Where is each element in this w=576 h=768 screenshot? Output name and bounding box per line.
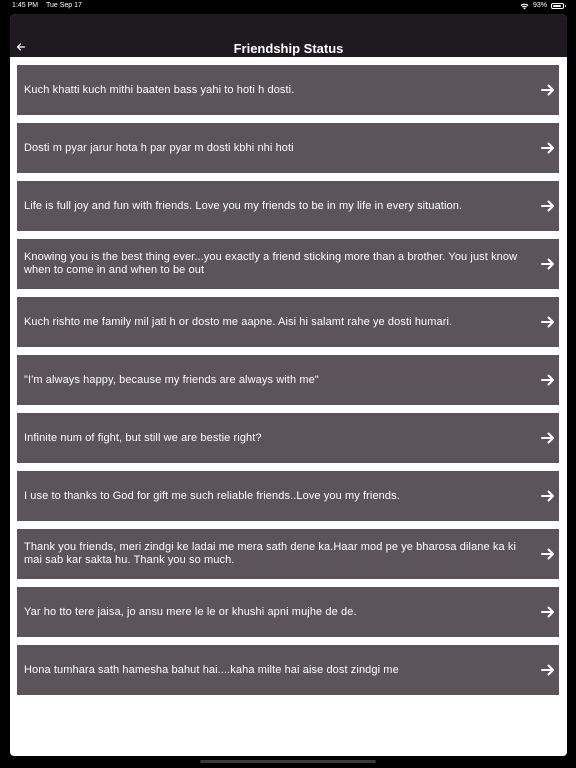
content-sheet — [10, 14, 567, 756]
home-indicator[interactable] — [200, 760, 376, 763]
list-item-10[interactable] — [17, 587, 559, 637]
arrow-right-icon — [541, 316, 555, 328]
status-bar — [0, 0, 576, 12]
arrow-right-icon — [541, 432, 555, 444]
status-indicators — [520, 0, 564, 12]
status-text: Dosti m pyar jarur hota h par pyar m dosti kbhi nhi hoti — [24, 141, 294, 154]
page-title: Friendship Status — [233, 41, 344, 56]
status-text: Infinite num of fight, but still we are bestie right? — [24, 431, 262, 444]
list-item-11[interactable] — [17, 645, 559, 695]
arrow-right-icon — [541, 258, 555, 270]
wifi-icon — [520, 3, 529, 10]
status-text: I use to thanks to God for gift me such reliable friends..Love you my friends. — [24, 489, 400, 502]
status-date: Tue Sep 17 — [46, 2, 82, 9]
list-item-3[interactable] — [17, 181, 559, 231]
arrow-right-icon — [541, 200, 555, 212]
status-text: Thank you friends, meri zindgi ke ladai me mera sath dene ka.Haar mod pe ye bharosa dilane ka ki mai sab kar sakta hu. Thank you so much. — [24, 541, 517, 566]
status-text: Knowing you is the best thing ever...you exactly a friend sticking more than a brother. You just know when to come in and when to be out — [24, 251, 518, 276]
status-list — [17, 65, 559, 703]
list-item-7[interactable] — [17, 413, 559, 463]
battery-percent: 93% — [532, 2, 547, 9]
navigation-bar — [10, 14, 567, 57]
arrow-right-icon — [541, 606, 555, 618]
status-text: "I'm always happy, because my friends are always with me" — [24, 373, 319, 386]
list-item-6[interactable] — [17, 355, 559, 405]
arrow-right-icon — [541, 142, 555, 154]
battery-fill — [553, 5, 561, 7]
list-item-4[interactable] — [17, 239, 559, 289]
status-text: Life is full joy and fun with friends. Love you my friends to be in my life in every situation. — [24, 199, 463, 212]
list-item-8[interactable] — [17, 471, 559, 521]
arrow-right-icon — [541, 84, 555, 96]
arrow-right-icon — [541, 548, 555, 560]
list-item-2[interactable] — [17, 123, 559, 173]
arrow-right-icon — [541, 664, 555, 676]
status-text: Hona tumhara sath hamesha bahut hai....kaha milte hai aise dost zindgi me — [24, 663, 399, 676]
status-text: Kuch khatti kuch mithi baaten bass yahi to hoti h dosti. — [24, 83, 295, 96]
list-item-5[interactable] — [17, 297, 559, 347]
list-item-1[interactable] — [17, 65, 559, 115]
arrow-right-icon — [541, 490, 555, 502]
list-item-9[interactable] — [17, 529, 559, 579]
arrow-right-icon — [541, 374, 555, 386]
status-text: Kuch rishto me family mil jati h or dosto me aapne. Aisi hi salamt rahe ye dosti humari. — [24, 315, 453, 328]
battery-icon — [551, 3, 564, 9]
status-text: Yar ho tto tere jaisa, jo ansu mere le le or khushi apni mujhe de de. — [24, 605, 357, 618]
status-time: 1:45 PM — [12, 2, 39, 9]
